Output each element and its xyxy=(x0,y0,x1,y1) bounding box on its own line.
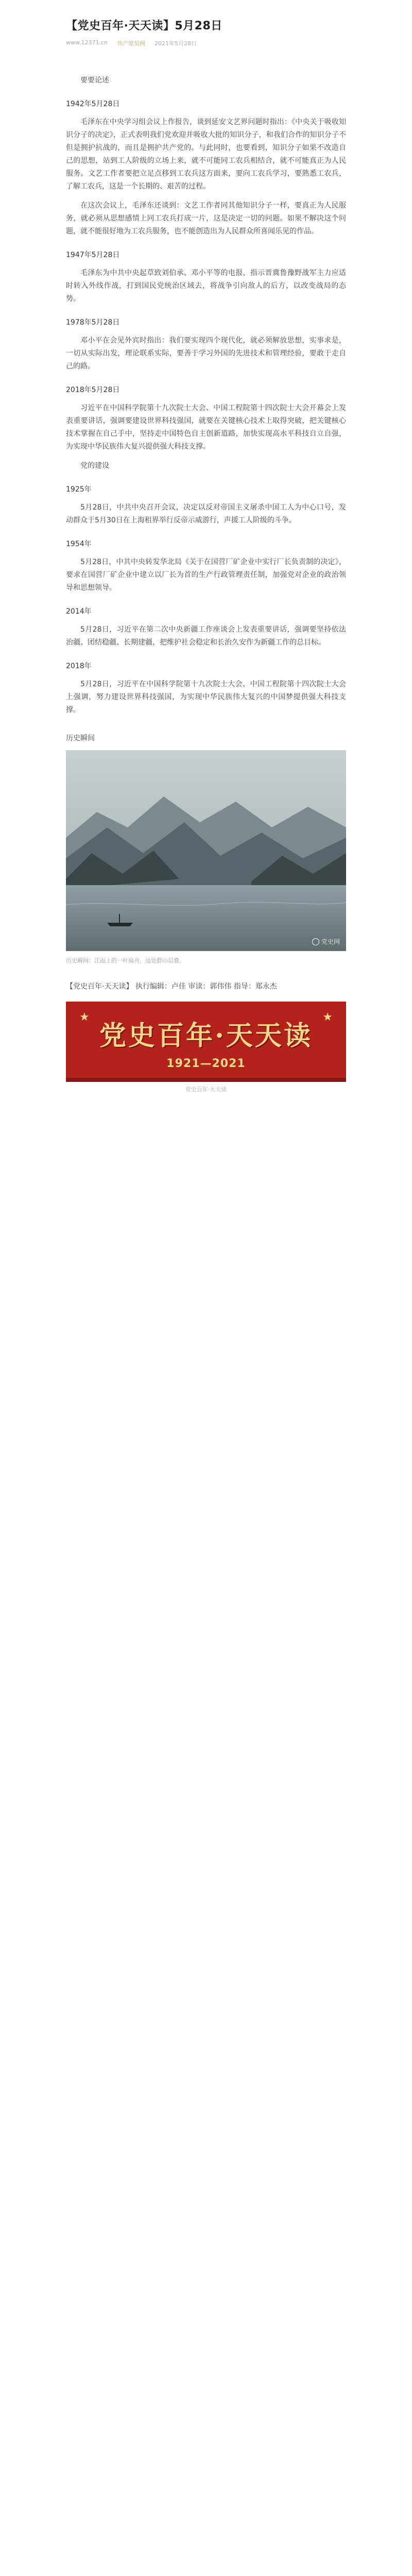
banner-caption: 党史百年·天天读 xyxy=(185,1086,227,1093)
publish-date: 2021年5月28日 xyxy=(154,40,197,47)
section-date: 2018年5月28日 xyxy=(66,386,120,394)
category-link[interactable]: 共产党员网 xyxy=(117,40,145,47)
boat xyxy=(107,923,133,926)
star-icon-right: ★ xyxy=(322,1011,333,1024)
paragraph: 5月28日，习近平在第二次中央新疆工作座谈会上发表重要讲话，强调要坚持依法治疆、团结稳疆、长期建疆，把维护社会稳定和长治久安作为新疆工作的总目标。 xyxy=(66,625,346,647)
history-figure xyxy=(66,732,346,965)
section-date: 2014年 xyxy=(66,607,92,616)
paragraph: 5月28日，中共中央召开会议，决定以反对帝国主义屠杀中国工人为中心口号，发动群众于5月30日在上海租界举行反帝示威游行，声援工人阶级的斗争。 xyxy=(66,503,346,524)
section-date: 1978年5月28日 xyxy=(66,318,120,327)
paragraph: 党的建设 xyxy=(80,462,109,470)
section-date: 1954年 xyxy=(66,540,92,548)
banner-title: 党史百年·天天读 xyxy=(99,1020,313,1052)
source-link[interactable]: www.12371.cn xyxy=(66,39,108,46)
paragraph: 毛泽东在中央学习组会议上作报告，谈到延安文艺界问题时指出：《中央关于吸收知识分子的决定》，正式表明我们党欢迎并吸收大批的知识分子，和我们合作的知识分子不但是拥护抗战的，而且是拥护共产党的。与此同时，也要看到，知识分子如果不改造自己的思想，站到工人阶级的立场上来，就不可能同工农兵相结合，就不可能真正为人民服务。文艺工作者要把立足点移到工农兵这方面来，要向工农兵学习，要熟悉工农兵，了解工农兵，这是一个长期的、艰苦的过程。 xyxy=(66,118,346,191)
section-date: 1925年 xyxy=(66,485,92,494)
section-date: 2018年 xyxy=(66,662,92,670)
star-icon-left: ★ xyxy=(79,1011,90,1024)
watermark-text: 党史网 xyxy=(321,938,340,945)
paragraph: 习近平在中国科学院第十九次院士大会、中国工程院第十四次院士大会开幕会上发表重要讲话，强调要建设世界科技强国，就要在关键核心技术上取得突破，把关键核心技术掌握在自己手中，坚持走中国特色自主创新道路，加快实现高水平科技自立自强，为实现中华民族伟大复兴提供强大科技支撑。 xyxy=(66,404,346,451)
section-date: 1942年5月28日 xyxy=(66,100,120,108)
historical-photo xyxy=(66,750,346,951)
article-title: 【党史百年·天天读】5月28日 xyxy=(66,20,222,32)
banner-years: 1921—2021 xyxy=(166,1057,246,1070)
paragraph: 要要论述 xyxy=(80,76,109,84)
section-date: 1947年5月28日 xyxy=(66,251,120,259)
river xyxy=(66,885,346,951)
figure-caption: 历史瞬间：江面上的一叶扁舟，远处群山层叠。 xyxy=(66,957,185,964)
article-meta xyxy=(66,39,346,47)
paragraph: 5月28日，习近平在中国科学院第十九次院士大会、中国工程院第十四次院士大会上强调，努力建设世界科技强国，为实现中华民族伟大复兴的中国梦提供强大科技支撑。 xyxy=(66,680,346,714)
article-body xyxy=(66,68,346,717)
editor-credits: 【党史百年·天天读】 执行编辑：卢佳 审读：郭伟伟 指导：郑永杰 xyxy=(66,982,277,991)
article xyxy=(66,0,346,1093)
figure-label: 历史瞬间 xyxy=(66,734,95,742)
paragraph: 在这次会议上，毛泽东还谈到：文艺工作者同其他知识分子一样，要真正为人民服务，就必须从思想感情上同工农兵打成一片，这是决定一切的问题。如果不解决这个问题，就不能很好地为工农兵服务，也不能创造出为人民群众所喜闻乐见的作品。 xyxy=(66,201,346,235)
photo-watermark xyxy=(312,937,340,946)
paragraph: 5月28日，中共中央转发华北局《关于在国营厂矿企业中实行厂长负责制的决定》，要求在国营厂矿企业中建立以厂长为首的生产行政管理责任制，加强党对企业的政治领导和思想领导。 xyxy=(66,558,346,592)
paragraph: 毛泽东为中共中央起草致刘伯承、邓小平等的电报，指示晋冀鲁豫野战军主力应适时转入外线作战，打到国民党统治区域去，将战争引向敌人的后方，以改变战局的态势。 xyxy=(66,269,346,303)
series-banner xyxy=(66,1002,346,1082)
watermark-icon xyxy=(312,938,319,945)
paragraph: 邓小平在会见外宾时指出：我们要实现四个现代化，就必须解放思想，实事求是，一切从实际出发，理论联系实际，要善于学习外国的先进技术和管理经验，要敢于走自己的路。 xyxy=(66,336,346,370)
banner-stripe xyxy=(66,1078,346,1082)
landscape-illustration xyxy=(66,750,346,951)
